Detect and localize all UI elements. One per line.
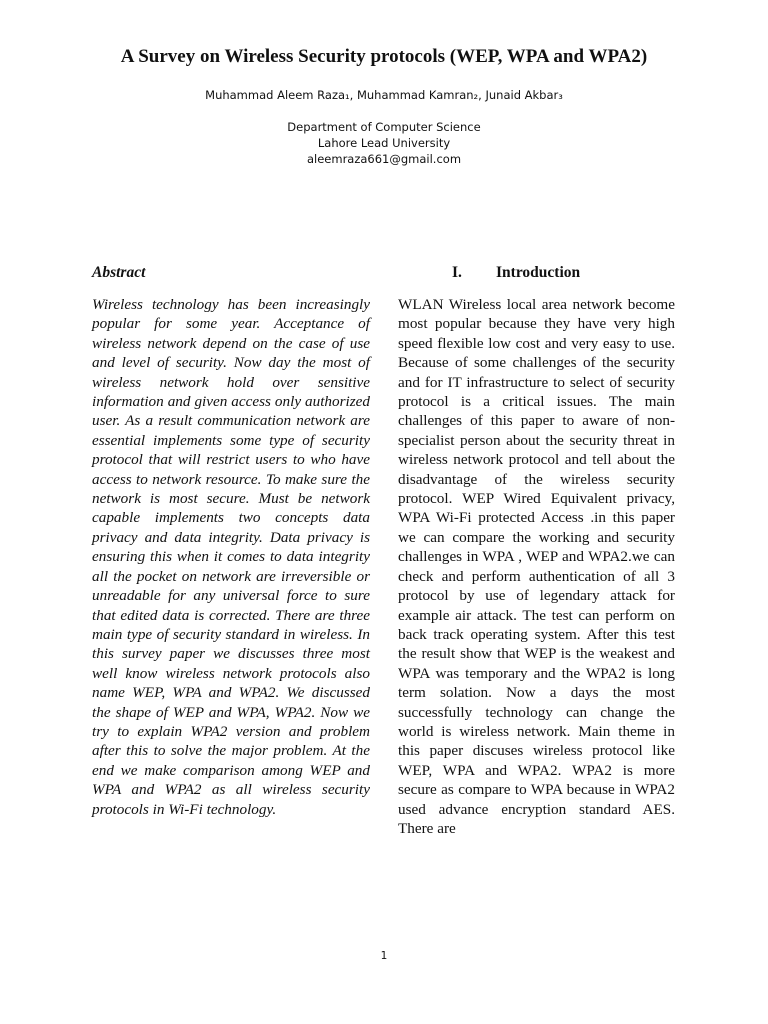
author-email: aleemraza661@gmail.com [306, 152, 462, 166]
section-title: Introduction [496, 264, 581, 281]
section-number: I. [452, 264, 462, 281]
paper-title: A Survey on Wireless Security protocols (WEP, WPA and WPA2) [120, 46, 648, 67]
page-number: 1 [380, 950, 388, 962]
introduction-body: WLAN Wireless local area network become most popular because they have very high speed flexible low cost and very easy to use. Because of some challenges of the security and for IT infrastructure to select of security protocol is a critical issues. The main challenges of this paper to aware of non-specialist person about the security threat in wireless network protocol and tell about the disadvantage of the wireless security protocol. WEP Wired Equivalent privacy, WPA Wi-Fi protected Access .in this paper we can compare the working and security challenges in WPA , WEP and WPA2.we can check and perform authentication of all 3 protocol by use of legendary attack for example air attack. The test can perform on back track operating system. After this test the result show that WEP is the weakest and WPA was temporary and the WPA2 is long term solation. Now a days the most successfully technology can change the world is wireless network. Main theme in this paper discuses wireless protocol like WEP, WPA and WPA2. WPA2 is more secure as compare to WPA because in WPA2 used advance encryption standard AES. There are [398, 296, 675, 837]
introduction-heading [398, 262, 675, 284]
abstract-body: Wireless technology has been increasingly popular for some year. Acceptance of wireless network depend on the case of use and level of security. Now day the most of wireless network hold over sensitive information and given access only authorized user. As a result communication network are essential implements some type of security protocol that will restrict users to who have access to network resource. To make sure the network is most secure. Must be network capable implements two concepts data privacy and data integrity. Data privacy is ensuring this when it comes to data integrity all the pocket on network are irreversible or unreadable for any universal force to sure that edited data is corrected. There are three main type of security standard in wireless. In this survey paper we discusses three most well know wireless network protocols also name WEP, WPA and WPA2. We discussed the shape of WEP and WPA, WPA2. Now we try to explain WPA2 version and problem after this to solve the major problem. At the end we make comparison among WEP and WPA and WPA2 as all wireless security protocols in Wi-Fi technology. [92, 296, 370, 818]
university: Lahore Lead University [317, 136, 451, 150]
abstract-section [92, 262, 370, 819]
abstract-heading: Abstract [92, 264, 146, 281]
department: Department of Computer Science [287, 120, 481, 134]
introduction-section [398, 262, 675, 838]
author-list: Muhammad Aleem Raza₁, Muhammad Kamran₂, Junaid Akbar₃ [205, 88, 563, 102]
